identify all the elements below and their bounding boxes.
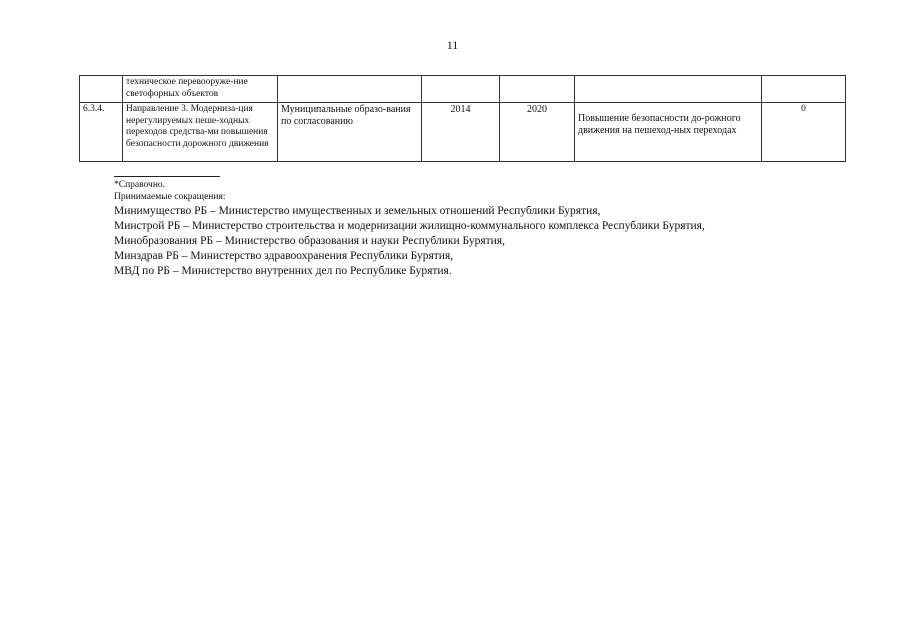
abbreviation-line: Минздрав РБ – Министерство здравоохранения Республики Бурятия, <box>114 250 454 262</box>
abbreviations-heading: Принимаемые сокращения: <box>114 192 226 202</box>
expected-result-text: Повышение безопасности до-рожного движения на пешеход-ных переходах <box>578 113 741 136</box>
cell-end-year <box>500 76 575 103</box>
cell-expected-result <box>575 103 762 162</box>
cell-executor: Муниципальные образо-вания по согласованию <box>278 103 422 162</box>
cell-start-year <box>422 76 500 103</box>
cell-activity-name: техническое перевооруже-ние светофорных объектов <box>123 76 278 103</box>
abbreviation-line: Минстрой РБ – Министерство строительства и модернизации жилищно-коммунального комплекса Республики Бурятия, <box>114 220 705 232</box>
footnote-separator <box>114 176 220 177</box>
abbreviation-line: Минимущество РБ – Министерство имущественных и земельных отношений Республики Бурятия, <box>114 205 601 217</box>
footnote-reference: *Справочно. <box>114 180 166 190</box>
cell-executor <box>278 76 422 103</box>
cell-expected-result <box>575 76 762 103</box>
table-row <box>80 103 846 162</box>
cell-number <box>80 76 123 103</box>
cell-number: 6.3.4. <box>80 103 123 162</box>
cell-value: 0 <box>762 103 846 162</box>
abbreviation-line: Минобразования РБ – Министерство образования и науки Республики Бурятия, <box>114 235 505 247</box>
program-table <box>79 75 846 162</box>
abbreviation-line: МВД по РБ – Министерство внутренних дел по Республике Бурятия. <box>114 265 452 277</box>
table-row <box>80 76 846 103</box>
cell-activity-name: Направление 3. Модерниза-ция нерегулируемых пеше-ходных переходов средства-ми повышения безопасности дорожного движения <box>123 103 278 162</box>
page-number: 11 <box>446 38 459 52</box>
cell-value <box>762 76 846 103</box>
cell-end-year: 2020 <box>500 103 575 162</box>
cell-start-year: 2014 <box>422 103 500 162</box>
